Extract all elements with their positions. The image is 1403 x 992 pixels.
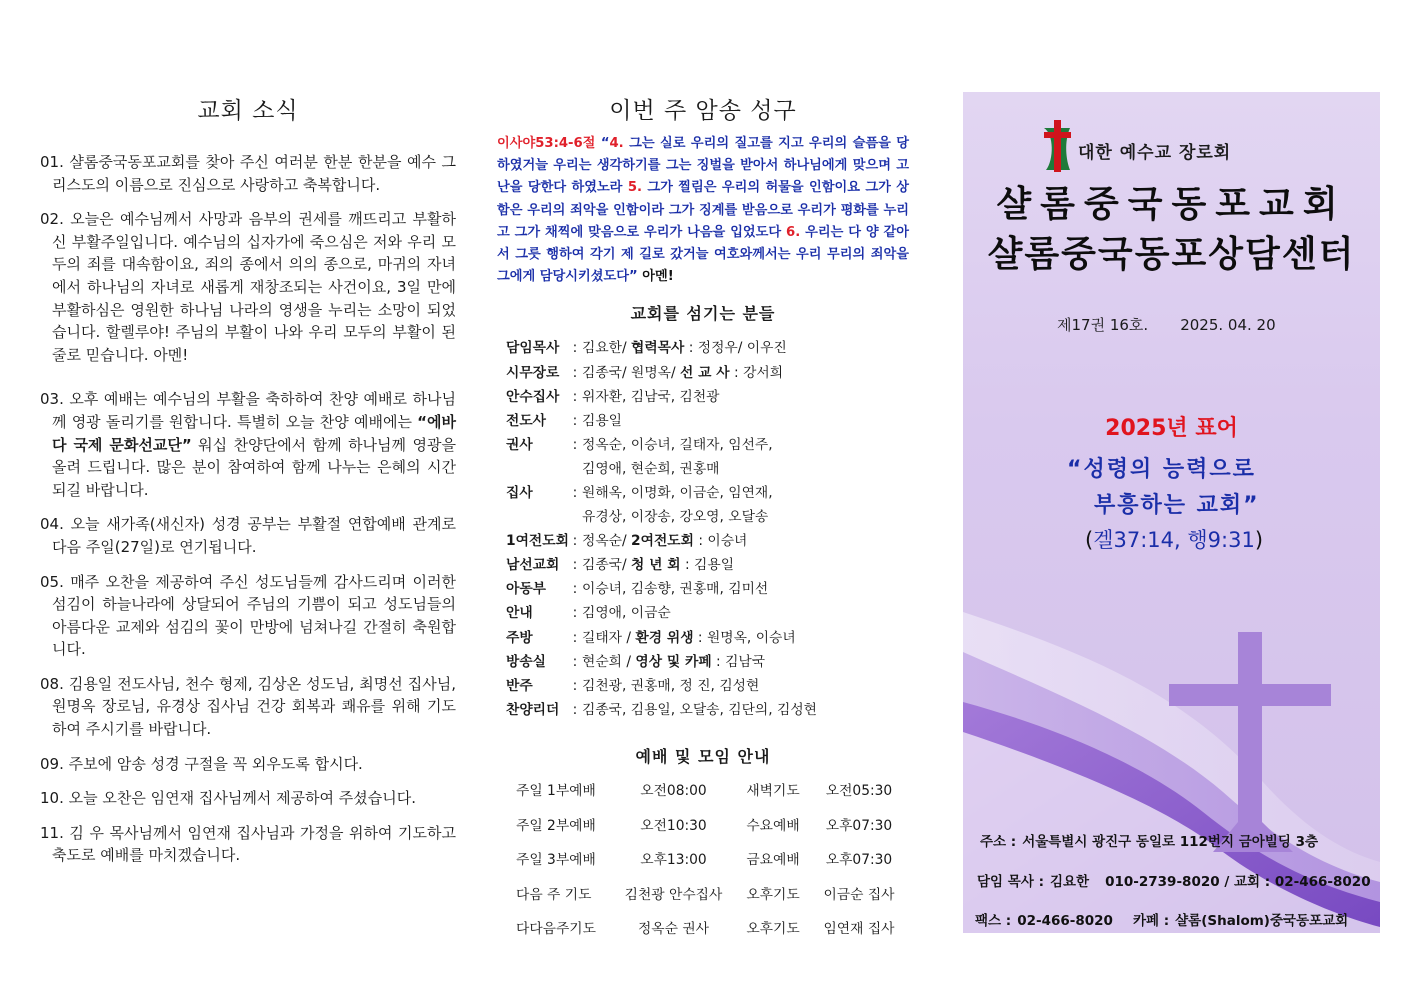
- servant-names-secondary: 김용일: [694, 557, 735, 574]
- servant-colon: :: [572, 340, 578, 357]
- servant-names: [582, 457, 909, 481]
- servant-role-secondary: 영상 및 카페: [635, 653, 712, 670]
- servant-role: 전도사: [506, 412, 546, 429]
- worship-cell: 오전10:30: [640, 817, 707, 834]
- servant-names: [582, 601, 909, 625]
- worship-schedule-table: [516, 779, 909, 952]
- servant-colon: :: [572, 629, 578, 646]
- worship-cell: 오후기도: [746, 886, 800, 903]
- servant-colon: :: [572, 533, 578, 550]
- servant-names-secondary: 이승녀: [707, 533, 748, 550]
- worship-row: [516, 779, 909, 814]
- servant-role-secondary: 청 년 회: [631, 557, 681, 574]
- servant-role: 안수집사: [506, 388, 560, 405]
- servant-role: 아동부: [506, 581, 546, 598]
- servant-role-secondary: 환경 위생: [635, 629, 694, 646]
- servant-row: [506, 529, 909, 553]
- servants-title: 교회를 섬기는 분들: [630, 304, 776, 324]
- servant-colon: :: [572, 412, 578, 429]
- motto-line-2: 부흥하는 교회”: [1094, 493, 1260, 518]
- pastor-name: 김요한: [1049, 874, 1090, 890]
- servant-role: 반주: [506, 677, 533, 694]
- issue-date: 2025. 04. 20: [1180, 316, 1276, 334]
- servant-role: 담임목사: [506, 340, 560, 357]
- servant-role: 권사: [506, 436, 533, 453]
- worship-cell: 임연재 집사: [823, 921, 895, 938]
- servant-names-primary: 유경상, 이장송, 강오영, 오달송: [582, 509, 769, 526]
- servant-colon: :: [572, 653, 578, 670]
- servant-names-primary: 정옥순/: [582, 533, 632, 550]
- servant-row: [506, 553, 909, 577]
- worship-cell: 정옥순 권사: [637, 921, 710, 938]
- servant-names-primary: 김천광, 권홍매, 정 진, 김성현: [582, 677, 760, 694]
- volume-number: 제17권 16호.: [1057, 316, 1149, 334]
- servant-names-secondary: 원명옥, 이승녀: [706, 629, 796, 646]
- servant-names: [582, 409, 909, 433]
- servant-names-secondary: 강서희: [743, 364, 784, 381]
- church-news-title: 교회 소식: [197, 98, 299, 124]
- servant-names-primary: 김요한/: [582, 340, 632, 357]
- cafe-label: 카페 :: [1132, 913, 1170, 929]
- servant-row: [506, 457, 909, 481]
- worship-cell: 새벽기도: [746, 782, 800, 799]
- news-item-05: 05. 매주 오찬을 제공하여 주신 성도님들께 감사드리며 이러한 섬김이 하늘나라에 상달되어 주님의 기쁨이 되고 성도님들의 아름다운 교제와 섬김의 꽃이 만방에 넘쳐나길 간절히 축원합니다.: [40, 572, 456, 659]
- worship-cell: 오후13:00: [640, 852, 707, 869]
- servants-list: [506, 336, 909, 722]
- servant-role: 방송실: [506, 653, 546, 670]
- servant-colon: :: [572, 388, 578, 405]
- verse-number-6: 6.: [786, 224, 801, 240]
- servant-names-primary: 이승녀, 김송향, 권홍매, 김미선: [582, 581, 769, 598]
- address-label: 주소 :: [980, 834, 1017, 850]
- counseling-center-name: 샬롬중국동포상담센터: [987, 233, 1356, 275]
- motto-line-1: “성령의 능력으로: [1067, 457, 1256, 482]
- worship-cell: 주일 3부예배: [516, 852, 596, 869]
- motto-year-label: 2025년 표어: [1105, 416, 1238, 441]
- denomination-name: 대한 예수교 장로회: [1078, 142, 1232, 163]
- worship-cell: 다음 주 기도: [516, 886, 592, 903]
- servant-colon: :: [572, 605, 578, 622]
- worship-cell: 다다음주기도: [516, 921, 596, 938]
- servant-names: [582, 433, 909, 457]
- servant-role: 남선교회: [506, 557, 560, 574]
- cafe-name: 샬롬(Shalom)중국동포교회: [1175, 913, 1349, 929]
- servant-role: [506, 457, 568, 481]
- servant-row: [506, 361, 909, 385]
- motto-ref-close: ): [1254, 528, 1264, 552]
- servant-row: [506, 336, 909, 360]
- servant-names-primary: 김용일: [582, 412, 622, 429]
- servant-row: [506, 505, 909, 529]
- servant-names-secondary: 김남국: [725, 653, 766, 670]
- servant-colon: :: [572, 364, 578, 381]
- fax-number: 02-466-8020: [1017, 913, 1113, 929]
- worship-cell: 오후기도: [746, 921, 800, 938]
- servant-colon: :: [572, 677, 578, 694]
- news-item-03-highlight: “에바다 국제 문화선교단”: [52, 412, 456, 454]
- servant-names: [582, 577, 909, 601]
- denomination-logo: [1040, 120, 1231, 172]
- servant-names-primary: 김영애, 현순희, 권홍매: [582, 460, 720, 477]
- bulletin-middle-section: [497, 92, 909, 952]
- servant-names: 김종국/ 원명옥/ 선 교 사 : 강서희: [582, 364, 784, 381]
- servant-names: [582, 698, 909, 722]
- worship-cell: 오후07:30: [825, 852, 893, 869]
- verse-quote-open: “: [595, 136, 610, 151]
- servant-names: [582, 481, 909, 505]
- servant-colon: :: [572, 484, 578, 501]
- servant-names: 현순희 / 영상 및 카페 : 김남국: [582, 653, 766, 670]
- memory-verse-title: 이번 주 암송 성구: [609, 98, 797, 124]
- worship-cell: 오전05:30: [825, 782, 893, 799]
- worship-cell: 주일 2부예배: [516, 817, 596, 834]
- servant-names-primary: 현순희 /: [582, 653, 636, 670]
- worship-cell: 오후07:30: [825, 817, 893, 834]
- servant-row: [506, 409, 909, 433]
- servant-row: [506, 433, 909, 457]
- church-emblem-icon: [1040, 120, 1074, 172]
- servant-colon: [568, 457, 582, 481]
- servant-role-secondary: 선 교 사: [680, 364, 730, 381]
- news-item-11: 11. 김 우 목사님께서 임연재 집사님과 가정을 위하여 기도하고 축도로 예배를 마치겠습니다.: [40, 823, 456, 865]
- bulletin-cover: [963, 92, 1380, 933]
- servant-role-secondary: 협력목사: [631, 340, 685, 357]
- servant-row: [506, 385, 909, 409]
- worship-cell: 주일 1부예배: [516, 782, 596, 799]
- news-item-03-text: 03. 오후 예배는 예수님의 부활을 축하하여 찬양 예배로 하나님께 영광 돌리기를 원합니다. 특별히 오늘 찬양 예배에는: [40, 390, 456, 431]
- servant-names-primary: 길태자 /: [582, 629, 636, 646]
- servant-row: [506, 577, 909, 601]
- worship-row: [516, 814, 909, 849]
- memory-verse-text: [497, 133, 909, 288]
- servant-row: [506, 481, 909, 505]
- pastor-phone: 010-2739-8020 / 교회 : 02-466-8020: [1105, 874, 1371, 890]
- verse-text-6: 우리는 다 양 같아서 그릇 행하여 각기 제 길로 갔거늘 여호와께서는 우리 무리의 죄악을 그에게 담당시키셨도다”: [497, 224, 909, 285]
- servant-role: 1여전도회: [506, 533, 569, 550]
- worship-row: [516, 917, 909, 952]
- servant-role: 집사: [506, 484, 533, 501]
- servant-role-secondary: 2여전도회: [631, 533, 694, 550]
- servant-names: 김요한/ 협력목사 : 정정우/ 이우진: [582, 340, 787, 357]
- servant-names: 길태자 / 환경 위생 : 원명옥, 이승녀: [582, 629, 796, 646]
- servant-names-primary: 김종국/: [582, 557, 632, 574]
- servant-row: [506, 650, 909, 674]
- servant-colon: :: [572, 557, 578, 574]
- verse-text-4: 그는 실로 우리의 질고를 지고 우리의 슬픔을 당하였거늘 우리는 생각하기를 그는 징벌을 받아서 하나님에게 맞으며 고난을 당한다 하였노라: [497, 136, 909, 196]
- worship-cell: 이금순 집사: [823, 886, 895, 903]
- servant-names-primary: 김종국, 김용일, 오달송, 김단의, 김성현: [582, 701, 818, 718]
- worship-cell: 금요예배: [746, 852, 800, 869]
- servant-colon: :: [572, 581, 578, 598]
- verse-number-5: 5.: [627, 180, 642, 196]
- news-item-10: 10. 오늘 오찬은 임연재 집사님께서 제공하여 주셨습니다.: [40, 789, 417, 808]
- pastor-label: 담임 목사 :: [977, 874, 1044, 890]
- news-item-04: 04. 오늘 새가족(새신자) 성경 공부는 부활절 연합예배 관계로 다음 주일(27일)로 연기됩니다.: [40, 515, 456, 556]
- servant-names-primary: 정옥순, 이승녀, 길태자, 임선주,: [582, 436, 773, 453]
- fax-cafe-contact: [975, 909, 1348, 929]
- servant-names: 김종국/ 청 년 회 : 김용일: [582, 557, 735, 574]
- servant-role: 찬양리더: [506, 701, 560, 718]
- servant-names-primary: 김영애, 이금순: [582, 605, 671, 622]
- verse-number-4: 4.: [609, 136, 624, 151]
- servant-row: [506, 626, 909, 650]
- verse-amen: 아멘!: [637, 269, 674, 285]
- servant-names-primary: 원해옥, 이명화, 이금순, 임연재,: [582, 484, 773, 501]
- servant-names: [582, 505, 909, 529]
- news-item-01: 01. 샬롬중국동포교회를 찾아 주신 여러분 한분 한분을 예수 그리스도의 이름으로 진심으로 사랑하고 축복합니다.: [40, 153, 456, 194]
- servant-role: 안내: [506, 605, 533, 622]
- servant-role: 시무장로: [506, 364, 560, 381]
- verse-text-5: 그가 찔림은 우리의 허물을 인함이요 그가 상함은 우리의 죄악을 인함이라 그가 징계를 받음으로 우리가 평화를 누리고 그가 채찍에 맞음으로 우리가 나음을 입었도다: [497, 180, 909, 240]
- servant-colon: :: [572, 701, 578, 718]
- motto-ref-open: (: [1085, 528, 1094, 552]
- worship-cell: 오전08:00: [640, 782, 707, 799]
- news-item-03-text-end: 워십 찬양단에서 함께 하나님께 영광을 올려 드립니다. 많은 분이 참여하여 함께 나누는 은혜의 시간 되길 바랍니다.: [52, 435, 456, 499]
- motto-reference: [1085, 524, 1263, 554]
- servant-role: 주방: [506, 629, 533, 646]
- servant-row: [506, 698, 909, 722]
- news-item-03: [40, 388, 456, 501]
- church-news-section: [40, 92, 456, 879]
- servant-names: 정옥순/ 2여전도회 : 이승녀: [582, 533, 748, 550]
- servant-names: [582, 385, 909, 409]
- servant-row: [506, 674, 909, 698]
- verse-reference: 이사야53:4-6절: [497, 136, 596, 151]
- issue-info: [1057, 314, 1308, 335]
- servant-names-primary: 김종국/ 원명옥/: [582, 364, 681, 381]
- worship-cell: 김천광 안수집사: [624, 886, 723, 903]
- news-item-02: 02. 오늘은 예수님께서 사망과 음부의 권세를 깨뜨리고 부활하신 부활주일입니다. 예수님의 십자가에 죽으심은 저와 우리 모두의 죄를 대속함이요, 죄의 종에서 의의 종으로, 마귀의 자녀에서 하나님의 자녀로 새롭게 재창조되는 사건이요, 3일 만에 부활하심은 영원한 하나님 나라의 영생을 누리는 소망이 되었습니다. 할렐루야! 주님의 부활이 나와 우리 모두의 부활이 된 줄로 믿습니다. 아멘!: [40, 210, 456, 364]
- address-value: 서울특별시 광진구 동일로 112번지 금아빌딩 3층: [1022, 834, 1318, 850]
- news-item-08: 08. 김용일 전도사님, 천수 형제, 김상온 성도님, 최명선 집사님, 원명옥 장로님, 유경상 집사님 건강 회복과 쾌유를 위해 기도하여 주시기를 바랍니다.: [40, 674, 456, 739]
- pastor-contact: [977, 870, 1371, 890]
- worship-row: [516, 883, 909, 918]
- servant-colon: :: [572, 436, 578, 453]
- church-name: 샬롬중국동포교회: [996, 183, 1347, 225]
- fax-label: 팩스 :: [975, 913, 1012, 929]
- servant-names: [582, 674, 909, 698]
- servant-colon: [568, 505, 582, 529]
- worship-row: [516, 848, 909, 883]
- servant-role: [506, 505, 568, 529]
- worship-schedule-title: 예배 및 모임 안내: [635, 746, 771, 766]
- servant-row: [506, 601, 909, 625]
- motto-ref-text: 겔37:14, 행9:31: [1093, 528, 1255, 552]
- church-address: [980, 830, 1318, 850]
- news-item-09: 09. 주보에 암송 성경 구절을 꼭 외우도록 합시다.: [40, 754, 363, 773]
- servant-names-secondary: 정정우/ 이우진: [697, 340, 787, 357]
- worship-cell: 수요예배: [746, 817, 800, 834]
- servant-names-primary: 위자환, 김남국, 김천광: [582, 388, 720, 405]
